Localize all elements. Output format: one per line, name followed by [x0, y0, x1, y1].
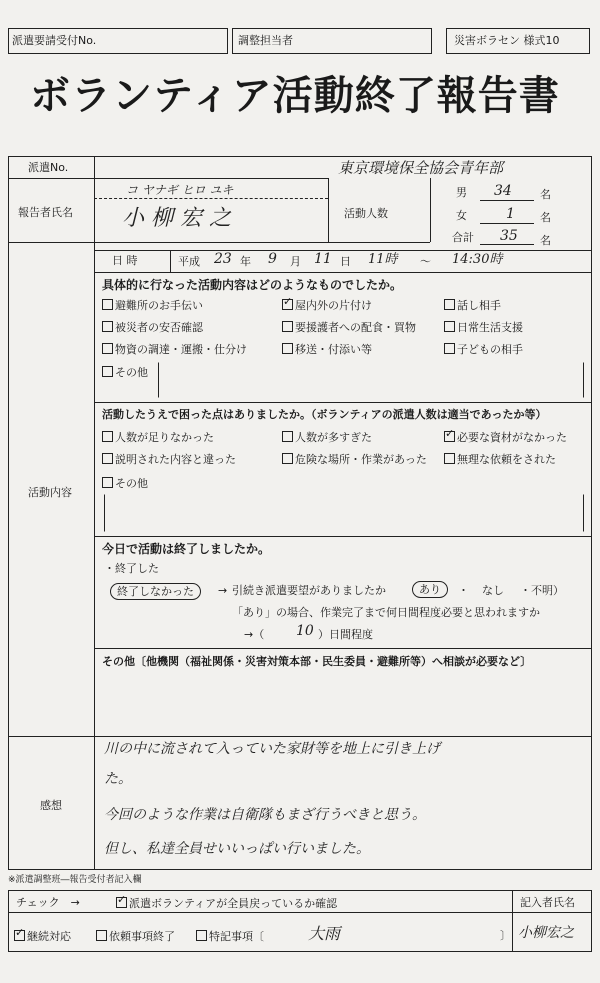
month-unit: 月: [290, 255, 301, 268]
q2-other-label: その他: [102, 477, 148, 489]
male-label: 男: [456, 186, 467, 199]
q1-other-checkbox[interactable]: [102, 366, 113, 377]
q1-option[interactable]: [282, 299, 372, 311]
recorder-name: 小柳宏之: [518, 925, 574, 941]
total-value: 35: [500, 228, 518, 244]
q1-option-label: 話し相手: [457, 299, 501, 312]
q1-option-label: 移送・付添い等: [295, 343, 372, 356]
q1-other-bracket[interactable]: [158, 362, 584, 398]
form-id: 災害ボラセン 様式10: [454, 34, 560, 47]
recorder-label: 記入者氏名: [520, 896, 575, 909]
footer-check-checkbox[interactable]: [116, 897, 127, 908]
impressions-line-4: 但し、私達全員せいいっぱい行いました。: [104, 841, 370, 857]
footer-special-close: 〕: [500, 929, 511, 942]
q2-option[interactable]: [282, 453, 427, 465]
q1-option-label: 被災者の安否確認: [115, 321, 203, 334]
q2-option-label: 無理な依頼をされた: [457, 453, 556, 466]
q1-option-label: 物資の調達・運搬・仕分け: [115, 343, 247, 356]
other-agencies-label: その他〔他機関（福祉関係・災害対策本部・民生委員・避難所等）へ相談が必要など〕: [102, 655, 532, 668]
q2-checkbox[interactable]: [282, 453, 293, 464]
end-time: 14:30時: [452, 252, 503, 267]
q1-option[interactable]: [444, 321, 523, 333]
female-value: 1: [506, 206, 515, 222]
q1-option-label: 要援護者への配食・買物: [295, 321, 416, 334]
q1-option[interactable]: [102, 299, 203, 311]
impressions-label: 感想: [40, 799, 62, 812]
time-tilde: 〜: [420, 255, 431, 268]
female-unit: 名: [540, 211, 551, 224]
q3-days-value: 10: [296, 623, 314, 639]
impressions-line-2: た。: [104, 771, 132, 787]
q1-option-label: 子どもの相手: [457, 343, 523, 356]
organization-name: 東京環境保全協会青年部: [338, 159, 504, 177]
q3-sep: ・: [458, 584, 469, 597]
q1-option[interactable]: [282, 343, 372, 355]
special-checkbox[interactable]: [196, 930, 207, 941]
q3-question: 今日で活動は終了しましたか。: [102, 542, 271, 556]
total-label: 合計: [452, 231, 474, 244]
q1-option-label: 日常生活支援: [457, 321, 523, 334]
q1-checkbox[interactable]: [444, 321, 455, 332]
activity-section-label: 活動内容: [28, 486, 72, 499]
q1-option[interactable]: [102, 343, 247, 355]
q2-option-label: 人数が多すぎた: [295, 431, 372, 444]
q1-checkbox[interactable]: [282, 299, 293, 310]
impressions-line-3: 今回のような作業は自衛隊もまざ行うべきと思う。: [104, 807, 426, 823]
q2-option[interactable]: [102, 453, 236, 465]
female-label: 女: [456, 209, 467, 222]
impressions-line-1: 川の中に流されて入っていた家財等を地上に引き上げ: [104, 741, 440, 757]
q1-option[interactable]: [444, 343, 523, 355]
q1-checkbox[interactable]: [444, 299, 455, 310]
male-value: 34: [494, 183, 512, 199]
q1-other-label: その他: [102, 366, 148, 378]
q2-option-label: 必要な資材がなかった: [457, 431, 567, 444]
day-unit: 日: [340, 255, 351, 268]
datetime-label: 日 時: [112, 254, 138, 267]
q2-option[interactable]: [102, 431, 214, 443]
q1-checkbox[interactable]: [444, 343, 455, 354]
q1-option-label: 屋内外の片付け: [295, 299, 372, 312]
q2-option[interactable]: [282, 431, 372, 443]
request-no-label: 派遣要請受付No.: [12, 34, 97, 47]
q2-option[interactable]: [444, 453, 556, 465]
footer-check-label: チェック →: [16, 896, 80, 909]
q1-option[interactable]: [102, 321, 203, 333]
q3-ari[interactable]: あり: [412, 581, 448, 598]
year-unit: 年: [240, 255, 251, 268]
footer-check-item[interactable]: ✓ 派遣ボランティアが全員戻っているか確認: [116, 897, 337, 909]
footer-continue[interactable]: ✓継続対応: [14, 930, 71, 942]
done-checkbox[interactable]: [96, 930, 107, 941]
month-value: 9: [268, 251, 277, 267]
q1-option[interactable]: [282, 321, 416, 333]
q3-ari-case: 「あり」の場合、作業完了まで何日間程度必要と思われますか: [232, 606, 540, 619]
q2-option-label: 人数が足りなかった: [115, 431, 214, 444]
q3-followup: 引続き派遣要望がありましたか: [232, 584, 386, 597]
q2-option-label: 危険な場所・作業があった: [295, 453, 427, 466]
q1-option-label: 避難所のお手伝い: [115, 299, 203, 312]
q2-checkbox[interactable]: [444, 431, 455, 442]
continue-checkbox[interactable]: [14, 930, 25, 941]
q1-checkbox[interactable]: [102, 343, 113, 354]
q1-checkbox[interactable]: [102, 321, 113, 332]
q1-checkbox[interactable]: [102, 299, 113, 310]
q3-nashi[interactable]: なし: [482, 584, 504, 597]
male-unit: 名: [540, 188, 551, 201]
q3-done[interactable]: ・終了した: [104, 562, 159, 575]
q2-checkbox[interactable]: [102, 453, 113, 464]
q1-checkbox[interactable]: [282, 343, 293, 354]
q1-option[interactable]: [444, 299, 501, 311]
q3-days-suffix: ）日間程度: [318, 628, 373, 641]
reporter-kana: コ ヤナギ ヒロ ユキ: [126, 183, 234, 197]
q2-question: 活動したうえで困った点はありましたか。（ボランティアの派遣人数は適当であったか等）: [102, 408, 547, 421]
day-value: 11: [314, 251, 332, 267]
q1-question: 具体的に行なった活動内容はどのようなものでしたか。: [102, 278, 403, 292]
era: 平成: [178, 255, 200, 268]
reporter-name: 小 柳 宏 之: [122, 206, 231, 231]
document-title: ボランティア活動終了報告書: [30, 73, 560, 119]
q2-checkbox[interactable]: [282, 431, 293, 442]
footer-done[interactable]: 依頼事項終了: [96, 930, 175, 942]
footer-special[interactable]: 特記事項〔: [196, 930, 264, 942]
footer-special-value: 大雨: [308, 924, 341, 943]
q2-checkbox[interactable]: [102, 431, 113, 442]
q2-checkbox[interactable]: [444, 453, 455, 464]
total-unit: 名: [540, 234, 551, 247]
q1-checkbox[interactable]: [282, 321, 293, 332]
q2-other-checkbox[interactable]: [102, 477, 113, 488]
q3-not-done[interactable]: 終了しなかった: [110, 583, 201, 600]
q2-option-label: 説明された内容と違った: [115, 453, 236, 466]
footer-note: ※派遣調整班―報告受付者記入欄: [8, 875, 142, 885]
q3-arrow: →: [218, 584, 228, 597]
q2-option[interactable]: [444, 431, 567, 443]
activity-count-label: 活動人数: [344, 207, 388, 220]
q3-days-prefix: →（: [244, 628, 265, 641]
dispatch-no-label: 派遣No.: [28, 161, 69, 174]
q3-unknown[interactable]: ・不明）: [520, 584, 564, 597]
year-value: 23: [214, 251, 232, 267]
reporter-label: 報告者氏名: [18, 206, 73, 219]
start-time: 11時: [368, 252, 398, 267]
coordinator-label: 調整担当者: [238, 34, 293, 47]
q2-other-bracket[interactable]: [104, 494, 584, 532]
